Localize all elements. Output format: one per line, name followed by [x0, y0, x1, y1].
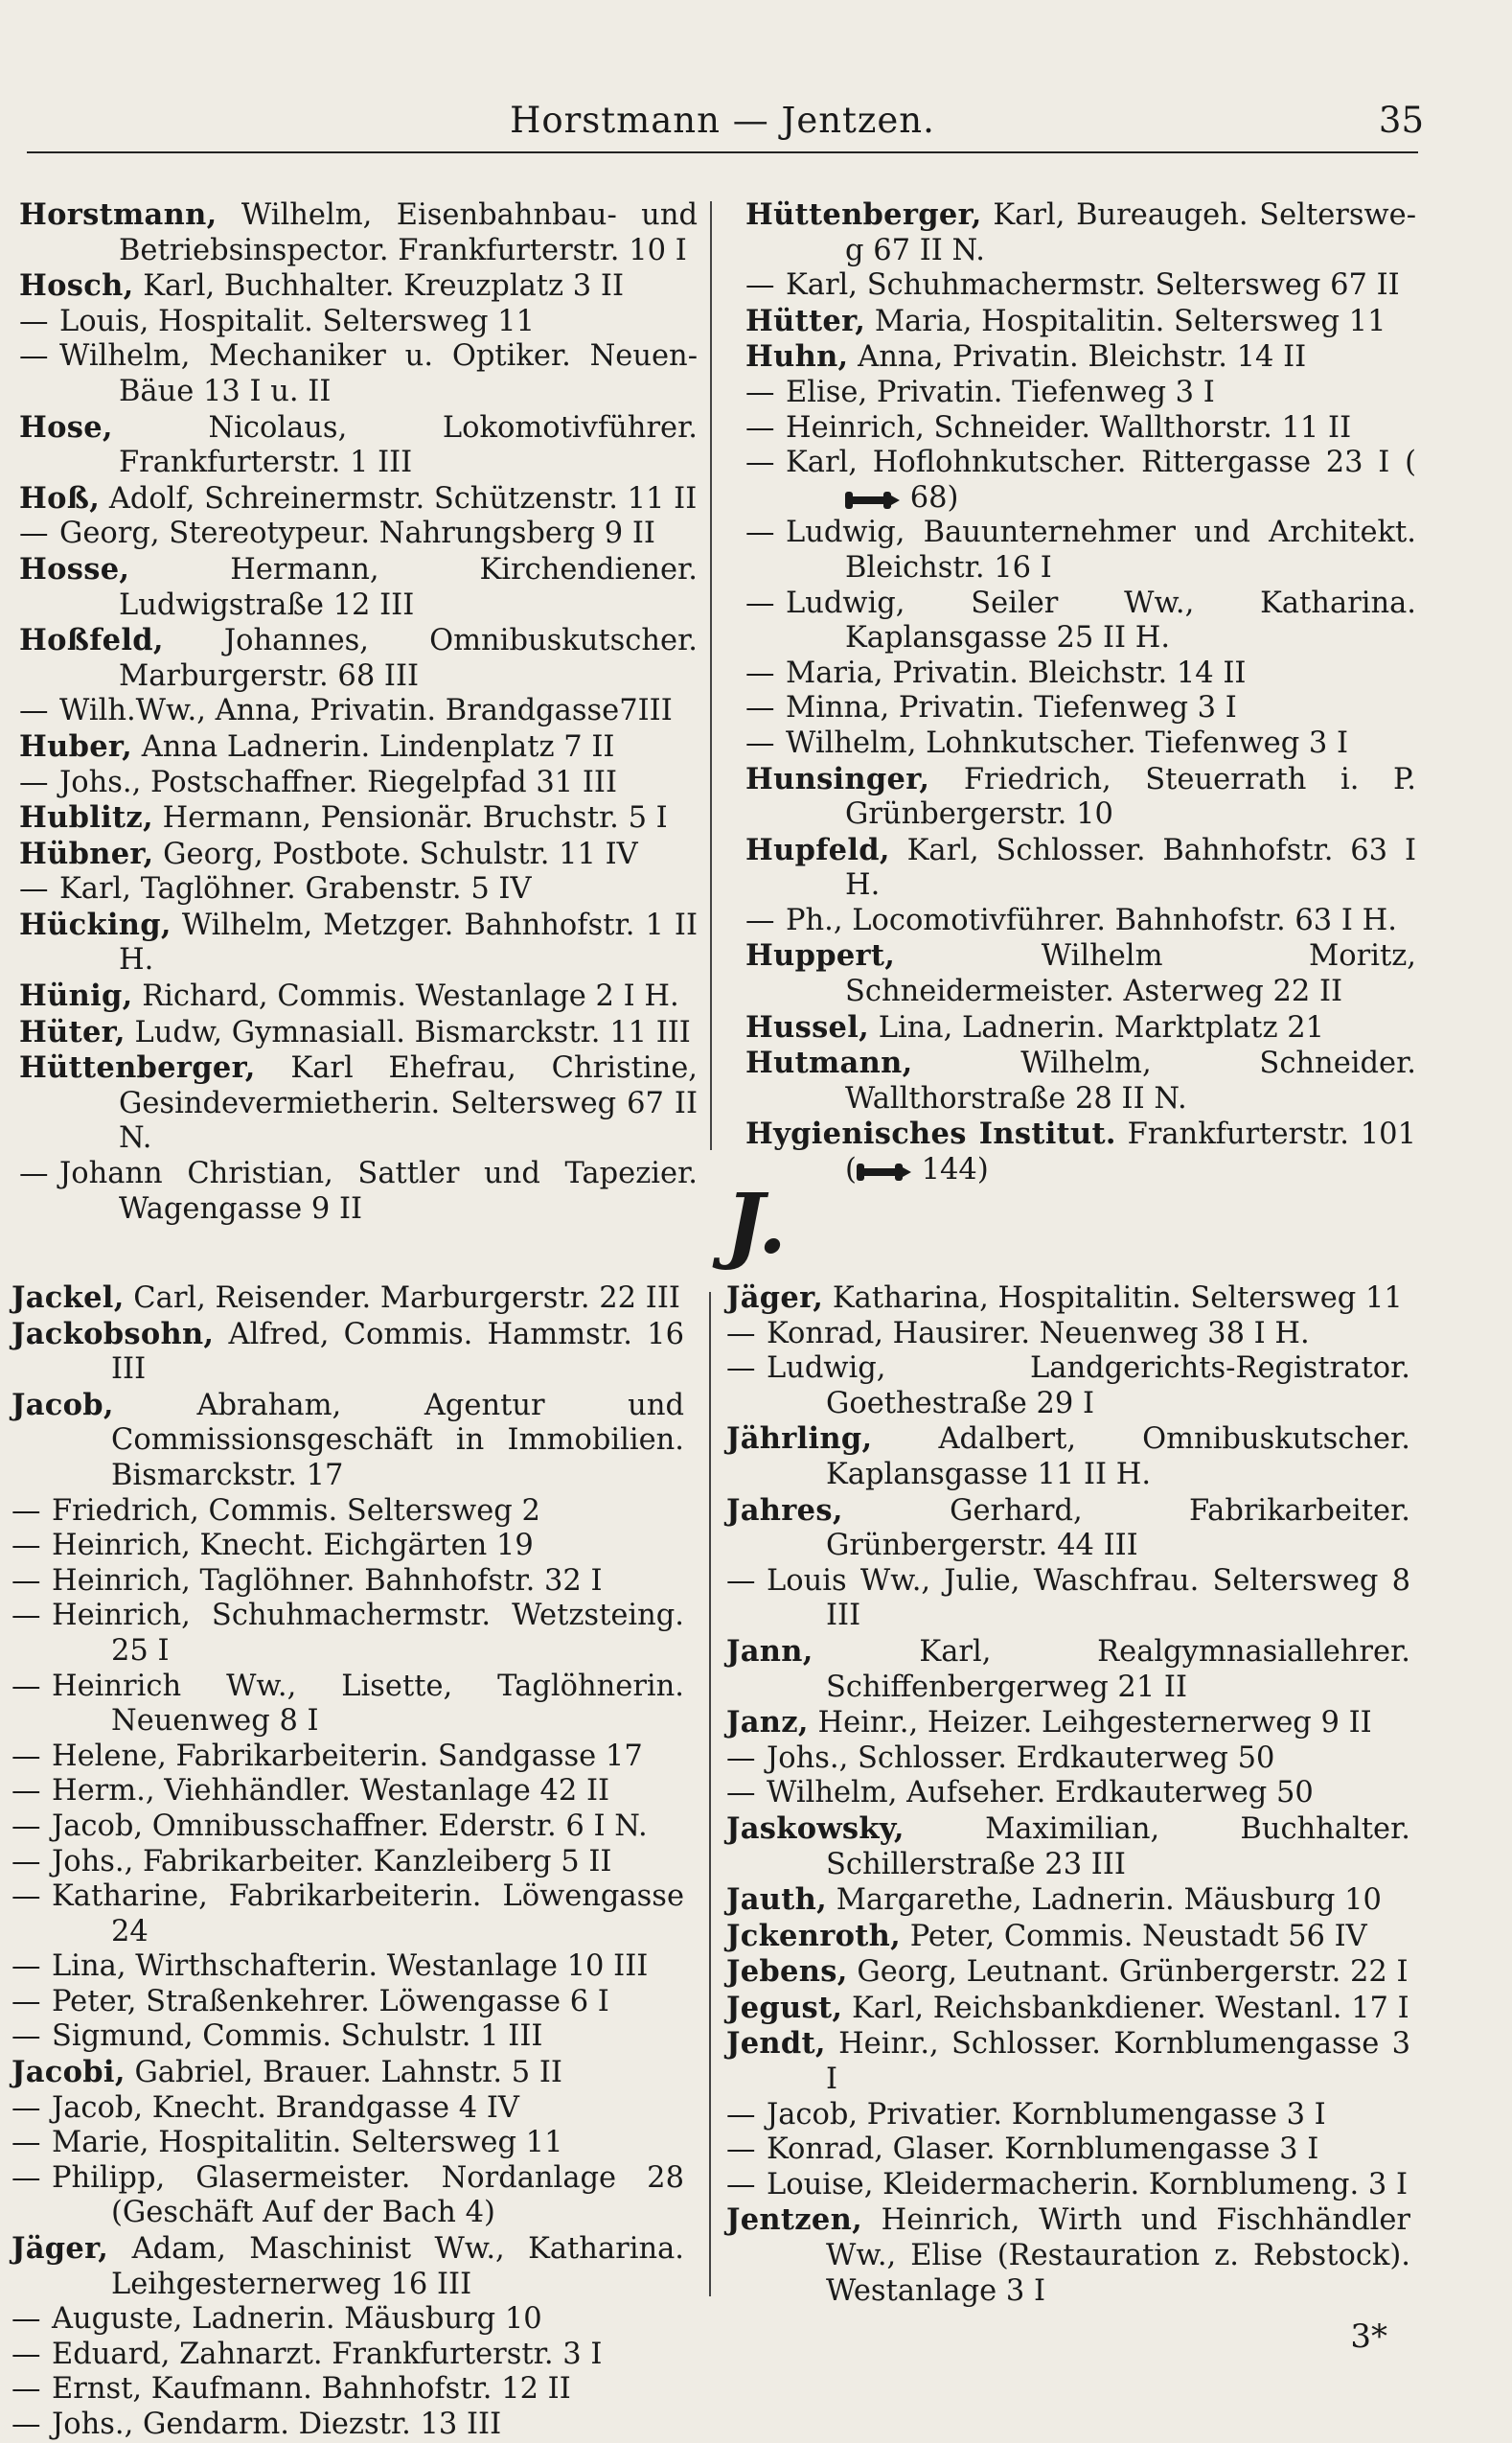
directory-entry: [745, 657, 1416, 692]
entry-details: Heinr., Heizer. Leihgesternerweg 9 II: [808, 1706, 1372, 1740]
entry-details: Philipp, Glasermeister. Nordanlage 28 (Geschäft Auf der Bach 4): [52, 2160, 684, 2230]
entry-details: Heinrich, Knecht. Eichgärten 19: [52, 1529, 534, 1563]
directory-entry: [11, 1280, 684, 1317]
entry-details: Wilhelm, Eisenbahnbau- und Betriebsinspector. Frankfurterstr. 10 I: [119, 198, 698, 267]
repeat-dash: —: [11, 1949, 41, 1984]
entry-surname: Hutmann,: [745, 1046, 913, 1081]
directory-entry: [726, 2026, 1410, 2097]
repeat-dash: —: [11, 1493, 41, 1528]
page-title: Horstmann — Jentzen.: [510, 100, 935, 141]
entry-surname: Jackel,: [11, 1280, 125, 1315]
entry-details: Sigmund, Commis. Schulstr. 1 III: [52, 2019, 543, 2054]
directory-entry: [726, 1421, 1410, 1492]
entry-details: Eduard, Zahnarzt. Frankfurterstr. 3 I: [52, 2337, 603, 2371]
directory-entry: [19, 979, 698, 1015]
directory-entry: [726, 2098, 1410, 2133]
entry-details: Heinrich, Schuhmachermstr. Wetzsteing. 25 I: [52, 1599, 684, 1668]
directory-entry: [19, 1015, 698, 1051]
directory-entry: [726, 1741, 1410, 1777]
directory-entry: [745, 1010, 1416, 1047]
entry-surname: Hünig,: [19, 979, 133, 1014]
directory-entry: [745, 762, 1416, 833]
directory-entry: [11, 1845, 684, 1880]
directory-entry: [745, 726, 1416, 762]
repeat-dash: —: [745, 268, 775, 303]
entry-details: Peter, Straßenkehrer. Löwengasse 6 I: [52, 1984, 609, 2018]
entry-surname: Hoß,: [19, 480, 101, 516]
directory-entry: [11, 1317, 684, 1388]
directory-entry: [745, 938, 1416, 1009]
entry-surname: Jendt,: [726, 2026, 826, 2062]
directory-entry: [11, 2126, 684, 2161]
directory-entry: [19, 729, 698, 766]
entry-surname: Hüttenberger,: [745, 197, 982, 232]
directory-entry: [11, 2055, 684, 2091]
entry-details: Herm., Viehhändler. Westanlage 42 II: [52, 1774, 610, 1809]
repeat-dash: —: [745, 446, 775, 480]
entry-details: Maximilian, Buchhalter. Schillerstraße 23 III: [826, 1811, 1410, 1881]
directory-entry: [11, 1809, 684, 1845]
repeat-dash: —: [726, 1316, 756, 1350]
directory-entry: [726, 2132, 1410, 2168]
directory-entry: [11, 2231, 684, 2302]
repeat-dash: —: [745, 375, 775, 409]
entry-details: Johs., Gendarm. Diezstr. 13 III: [52, 2408, 502, 2441]
entry-details: Wilh.Ww., Anna, Privatin. Brandgasse7III: [59, 694, 673, 728]
entry-details: Friedrich, Steuerrath i. P. Grünbergerstr. 10: [845, 762, 1416, 832]
entry-surname: Jann,: [726, 1633, 813, 1669]
repeat-dash: —: [745, 516, 775, 550]
entry-details: Adolf, Schreinermstr. Schützenstr. 11 II: [100, 481, 698, 516]
entry-details: Karl, Schlosser. Bahnhofstr. 63 I H.: [845, 833, 1416, 903]
entry-details: Louis Ww., Julie, Waschfrau. Seltersweg 8 III: [767, 1563, 1410, 1633]
directory-entry: [19, 766, 698, 801]
entry-details: Wilhelm Moritz, Schneidermeister. Asterweg 22 II: [845, 939, 1416, 1009]
entry-details: Heinrich, Schneider. Wallthorstr. 11 II: [786, 410, 1352, 445]
entry-details: Konrad, Glaser. Kornblumengasse 3 I: [767, 2132, 1319, 2167]
directory-entry: [11, 2019, 684, 2055]
entry-surname: Hüttenberger,: [19, 1050, 256, 1086]
directory-entry: [19, 481, 698, 518]
entry-details: Johann Christian, Sattler und Tapezier. Wagengasse 9 II: [59, 1157, 698, 1226]
directory-entry: [11, 2161, 684, 2231]
entry-details: Wilhelm, Aufseher. Erdkauterweg 50: [767, 1776, 1314, 1810]
repeat-dash: —: [11, 2126, 41, 2160]
directory-entry: [11, 1740, 684, 1775]
directory-entry: [726, 1564, 1410, 1634]
entry-details: Wilhelm, Lohnkutscher. Tiefenweg 3 I: [786, 726, 1349, 760]
repeat-dash: —: [11, 1774, 41, 1809]
entry-details: Lina, Ladnerin. Marktplatz 21: [869, 1010, 1325, 1045]
entry-details: Ludwig, Landgerichts-Registrator. Goethestraße 29 I: [767, 1351, 1410, 1420]
entry-surname: Hoßfeld,: [19, 623, 164, 658]
entry-details: Maria, Privatin. Bleichstr. 14 II: [786, 656, 1247, 690]
entry-details: Karl, Reichsbankdiener. Westanl. 17 I: [842, 1991, 1409, 2025]
column-divider-bottom: [709, 1292, 711, 2296]
entry-surname: Hygienisches Institut.: [745, 1117, 1116, 1152]
repeat-dash: —: [745, 726, 775, 760]
entry-surname: Jaskowsky,: [726, 1810, 905, 1846]
entry-surname: Hupfeld,: [745, 832, 890, 867]
entry-details: Karl, Schuhmachermstr. Seltersweg 67 II: [786, 268, 1400, 303]
entry-details: Adalbert, Omnibuskutscher. Kaplansgasse 11 II H.: [826, 1422, 1410, 1491]
directory-entry: [726, 1351, 1410, 1421]
repeat-dash: —: [726, 1740, 756, 1775]
directory-entry: [19, 872, 698, 908]
repeat-dash: —: [11, 1984, 41, 2018]
directory-entry: [726, 1634, 1410, 1705]
entry-details: Georg, Leutnant. Grünbergerstr. 22 I: [847, 1955, 1409, 1990]
entry-surname: Huppert,: [745, 938, 896, 974]
directory-entry: [726, 1280, 1410, 1317]
directory-entry: [726, 1317, 1410, 1352]
entry-details: Karl, Realgymnasiallehrer. Schiffenbergerweg 21 II: [813, 1634, 1410, 1704]
repeat-dash: —: [745, 691, 775, 726]
entry-details: Johs., Fabrikarbeiter. Kanzleiberg 5 II: [52, 1844, 612, 1878]
repeat-dash: —: [726, 2097, 756, 2132]
entry-details: Wilhelm, Metzger. Bahnhofstr. 1 II H.: [119, 908, 698, 978]
repeat-dash: —: [19, 1157, 49, 1191]
entry-surname: Jacob,: [11, 1387, 114, 1422]
page-header: [27, 94, 1424, 153]
entry-details: Karl, Bureaugeh. Seltersweg 67 II N.: [845, 198, 1416, 267]
entry-details: Adam, Maschinist Ww., Katharina. Leihgesternerweg 16 III: [108, 2232, 684, 2301]
entry-surname: Hunsinger,: [745, 761, 930, 796]
sheet-signature: 3*: [1350, 2317, 1387, 2356]
entry-details: Wilhelm, Schneider. Wallthorstraße 28 II N.: [845, 1047, 1416, 1116]
entry-details: Karl, Hoflohnkutscher. Rittergasse 23 I: [786, 446, 1390, 480]
repeat-dash: —: [11, 2372, 41, 2407]
entry-surname: Hütter,: [745, 303, 866, 338]
repeat-dash: —: [19, 339, 49, 374]
directory-entry: [726, 2168, 1410, 2203]
entry-surname: Jentzen,: [726, 2202, 863, 2238]
entry-surname: Jckenroth,: [726, 1918, 902, 1953]
entry-details: Heinrich Ww., Lisette, Taglöhnerin. Neuenweg 8 I: [52, 1669, 684, 1739]
repeat-dash: —: [11, 2302, 41, 2337]
column-c-entries: [11, 1280, 684, 2443]
directory-entry: [19, 305, 698, 340]
directory-entry: [745, 904, 1416, 939]
directory-entry: [745, 304, 1416, 340]
entry-surname: Huhn,: [745, 339, 849, 375]
column-b-entries: [745, 197, 1416, 1188]
repeat-dash: —: [745, 656, 775, 690]
entry-details: Katharina, Hospitalitin. Seltersweg 11: [823, 1281, 1403, 1315]
repeat-dash: —: [11, 1809, 41, 1843]
repeat-dash: —: [11, 1879, 41, 1914]
entry-details: Hermann, Kirchendiener. Ludwigstraße 12 III: [119, 552, 698, 622]
repeat-dash: —: [726, 1351, 756, 1386]
entry-details: Ludwig, Bauunternehmer und Architekt. Bleichstr. 16 I: [786, 516, 1416, 585]
repeat-dash: —: [11, 1739, 41, 1773]
column-d-entries: [726, 1280, 1410, 2309]
entry-details: Louise, Kleidermacherin. Kornblumeng. 3 I: [767, 2167, 1409, 2201]
entry-surname: Hussel,: [745, 1009, 870, 1045]
entry-details: Carl, Reisender. Marburgerstr. 22 III: [124, 1281, 680, 1315]
entry-details: Anna, Privatin. Bleichstr. 14 II: [848, 340, 1307, 375]
entry-surname: Janz,: [726, 1705, 809, 1740]
entry-surname: Jacobi,: [11, 2055, 126, 2090]
directory-entry: [745, 376, 1416, 411]
directory-entry: [726, 1991, 1410, 2027]
entry-surname: Jauth,: [726, 1882, 828, 1918]
entry-surname: Hücking,: [19, 907, 172, 942]
repeat-dash: —: [745, 410, 775, 445]
entry-details: Alfred, Commis. Hammstr. 16 III: [111, 1317, 684, 1387]
repeat-dash: —: [726, 1563, 756, 1598]
repeat-dash: —: [745, 903, 775, 937]
entry-details: Karl, Buchhalter. Kreuzplatz 3 II: [133, 269, 624, 304]
directory-entry: [19, 517, 698, 552]
directory-entry: [745, 411, 1416, 447]
directory-entry: [745, 691, 1416, 726]
directory-entry: [19, 694, 698, 729]
repeat-dash: —: [11, 1529, 41, 1563]
entry-details: Johs., Postschaffner. Riegelpfad 31 III: [59, 765, 618, 799]
entry-details: Jacob, Knecht. Brandgasse 4 IV: [52, 2090, 519, 2125]
repeat-dash: —: [726, 2132, 756, 2167]
section-letter: J.: [725, 1176, 787, 1273]
repeat-dash: —: [11, 2408, 41, 2441]
entry-details: Heinr., Schlosser. Kornblumengasse 3 I: [825, 2027, 1410, 2097]
directory-entry: [726, 1954, 1410, 1991]
repeat-dash: —: [11, 2090, 41, 2125]
entry-surname: Jährling,: [726, 1421, 873, 1457]
entry-details: Karl Ehefrau, Christine, Gesindevermietherin. Seltersweg 67 II N.: [119, 1051, 698, 1156]
entry-surname: Hose,: [19, 409, 113, 445]
entry-details: Heinrich, Wirth und Fischhändler Ww., Elise (Restauration z. Rebstock). Westanlage 3 I: [826, 2203, 1410, 2308]
directory-entry: [11, 1494, 684, 1530]
repeat-dash: —: [11, 2337, 41, 2371]
page-number: 35: [1378, 100, 1424, 141]
directory-entry: [19, 268, 698, 305]
directory-entry: [745, 1046, 1416, 1117]
repeat-dash: —: [19, 765, 49, 799]
directory-entry: [11, 1774, 684, 1809]
entry-surname: Hübner,: [19, 836, 154, 871]
directory-entry: [11, 1529, 684, 1564]
entry-details: Wilhelm, Mechaniker u. Optiker. Neuen-Bäue 13 I u. II: [59, 339, 698, 408]
entry-details: Margarethe, Ladnerin. Mäusburg 10: [827, 1883, 1382, 1918]
entry-details: Jacob, Omnibusschaffner. Ederstr. 6 I N.: [52, 1809, 648, 1843]
repeat-dash: —: [726, 2167, 756, 2201]
entry-details: Johannes, Omnibuskutscher. Marburgerstr. 68 III: [119, 624, 698, 693]
entry-details: Gerhard, Fabrikarbeiter. Grünbergerstr. 44 III: [826, 1493, 1410, 1563]
entry-surname: Jäger,: [11, 2231, 109, 2267]
repeat-dash: —: [11, 1844, 41, 1878]
entry-details: Konrad, Hausirer. Neuenweg 38 I H.: [767, 1316, 1310, 1350]
entry-details: Friedrich, Commis. Seltersweg 2: [52, 1493, 540, 1528]
entry-details: Peter, Commis. Neustadt 56 IV: [901, 1919, 1367, 1953]
entry-details: Louis, Hospitalit. Seltersweg 11: [59, 304, 535, 338]
entry-details: Ludwig, Seiler Ww., Katharina. Kaplansgasse 25 II H.: [786, 586, 1416, 656]
entry-details: Gabriel, Brauer. Lahnstr. 5 II: [125, 2056, 562, 2090]
repeat-dash: —: [745, 586, 775, 620]
directory-entry: [726, 1493, 1410, 1564]
directory-entry: [745, 833, 1416, 904]
repeat-dash: —: [11, 1669, 41, 1703]
directory-entry: [745, 268, 1416, 304]
telephone-icon: [845, 492, 901, 509]
entry-surname: Jackobsohn,: [11, 1316, 215, 1351]
entry-details: Heinrich, Taglöhner. Bahnhofstr. 32 I: [52, 1563, 603, 1598]
repeat-dash: —: [19, 517, 49, 551]
directory-entry: [19, 552, 698, 623]
entry-surname: Horstmann,: [19, 197, 218, 232]
entry-details: Jacob, Privatier. Kornblumengasse 3 I: [767, 2097, 1326, 2132]
directory-entry: [726, 2202, 1410, 2309]
telephone-number: 144: [911, 1153, 977, 1187]
repeat-dash: —: [726, 1776, 756, 1810]
entry-details: Hermann, Pensionär. Bruchstr. 5 I: [152, 801, 668, 836]
entry-surname: Hüter,: [19, 1014, 126, 1049]
directory-entry: [11, 1670, 684, 1740]
directory-entry: [19, 800, 698, 837]
entry-surname: Hosch,: [19, 268, 134, 304]
directory-entry: [11, 1564, 684, 1600]
directory-entry: [19, 623, 698, 694]
repeat-dash: —: [19, 694, 49, 728]
entry-details: Richard, Commis. Westanlage 2 I H.: [132, 980, 679, 1014]
entry-details: Auguste, Ladnerin. Mäusburg 10: [52, 2302, 542, 2337]
repeat-dash: —: [11, 1563, 41, 1598]
directory-entry: [726, 1882, 1410, 1919]
entry-details: Abraham, Agentur und Commissionsgeschäft in Immobilien. Bismarckstr. 17: [111, 1388, 684, 1492]
entry-details: Karl, Taglöhner. Grabenstr. 5 IV: [59, 872, 532, 907]
directory-entry: [11, 1949, 684, 1985]
entry-details: Georg, Stereotypeur. Nahrungsberg 9 II: [59, 517, 655, 551]
entry-details: Marie, Hospitalitin. Seltersweg 11: [52, 2126, 563, 2160]
entry-details: Elise, Privatin. Tiefenweg 3 I: [786, 375, 1215, 409]
entry-details: Maria, Hospitalitin. Seltersweg 11: [865, 304, 1386, 338]
column-divider-top: [710, 201, 712, 1150]
entry-details: Frankfurterstr. 101: [1115, 1118, 1416, 1152]
directory-entry: [11, 2338, 684, 2373]
entry-details: Helene, Fabrikarbeiterin. Sandgasse 17: [52, 1739, 643, 1773]
entry-details: Ludw, Gymnasiall. Bismarckstr. 11 III: [125, 1015, 691, 1049]
directory-entry: [745, 197, 1416, 268]
directory-entry: [726, 1776, 1410, 1811]
entry-details: Katharine, Fabrikarbeiterin. Löwengasse 24: [52, 1879, 684, 1948]
directory-entry: [11, 1599, 684, 1669]
directory-entry: [11, 1879, 684, 1949]
directory-entry: [745, 339, 1416, 376]
directory-entry: [11, 1985, 684, 2020]
repeat-dash: —: [11, 2160, 41, 2195]
directory-entry: — Karl, Hoflohnkutscher. Rittergasse 23 I ( 68): [745, 446, 1416, 515]
entry-details: Johs., Schlosser. Erdkauterweg 50: [767, 1740, 1275, 1775]
repeat-dash: —: [19, 304, 49, 338]
entry-surname: Jäger,: [726, 1280, 824, 1315]
directory-entry: [726, 1811, 1410, 1882]
directory-entry: [19, 837, 698, 873]
directory-entry: [11, 2302, 684, 2338]
directory-entry: [11, 1388, 684, 1494]
entry-surname: Huber,: [19, 728, 132, 764]
directory-entry: [11, 2372, 684, 2408]
directory-entry: [19, 908, 698, 979]
entry-surname: Jebens,: [726, 1954, 848, 1990]
directory-entry: [19, 410, 698, 481]
entry-details: Minna, Privatin. Tiefenweg 3 I: [786, 691, 1237, 726]
column-a-entries: [19, 197, 698, 1227]
directory-entry: [726, 1705, 1410, 1741]
entry-details: Lina, Wirthschafterin. Westanlage 10 III: [52, 1949, 649, 1984]
directory-entry: [745, 587, 1416, 657]
repeat-dash: —: [19, 872, 49, 907]
directory-entry: [19, 197, 698, 268]
entry-details: Anna Ladnerin. Lindenplatz 7 II: [132, 729, 615, 764]
directory-entry: [745, 516, 1416, 586]
telephone-number: 68: [901, 480, 948, 515]
directory-entry: Hygienisches Institut. Frankfurterstr. 101 ( 144): [745, 1117, 1416, 1187]
directory-entry: [11, 2408, 684, 2443]
repeat-dash: —: [11, 2019, 41, 2054]
entry-details: Nicolaus, Lokomotivführer. Frankfurterstr. 1 III: [112, 410, 698, 480]
directory-entry: [726, 1919, 1410, 1955]
repeat-dash: —: [11, 1599, 41, 1633]
entry-details: Ernst, Kaufmann. Bahnhofstr. 12 II: [52, 2372, 571, 2407]
entry-surname: Hosse,: [19, 551, 130, 587]
entry-surname: Hublitz,: [19, 800, 153, 836]
entry-surname: Jahres,: [726, 1492, 843, 1528]
entry-details: Georg, Postbote. Schulstr. 11 IV: [153, 837, 638, 871]
directory-entry: [19, 1050, 698, 1157]
directory-entry: [19, 339, 698, 409]
directory-entry: [11, 2091, 684, 2127]
entry-details: Ph., Locomotivführer. Bahnhofstr. 63 I H.: [786, 903, 1397, 937]
entry-surname: Jegust,: [726, 1990, 843, 2025]
